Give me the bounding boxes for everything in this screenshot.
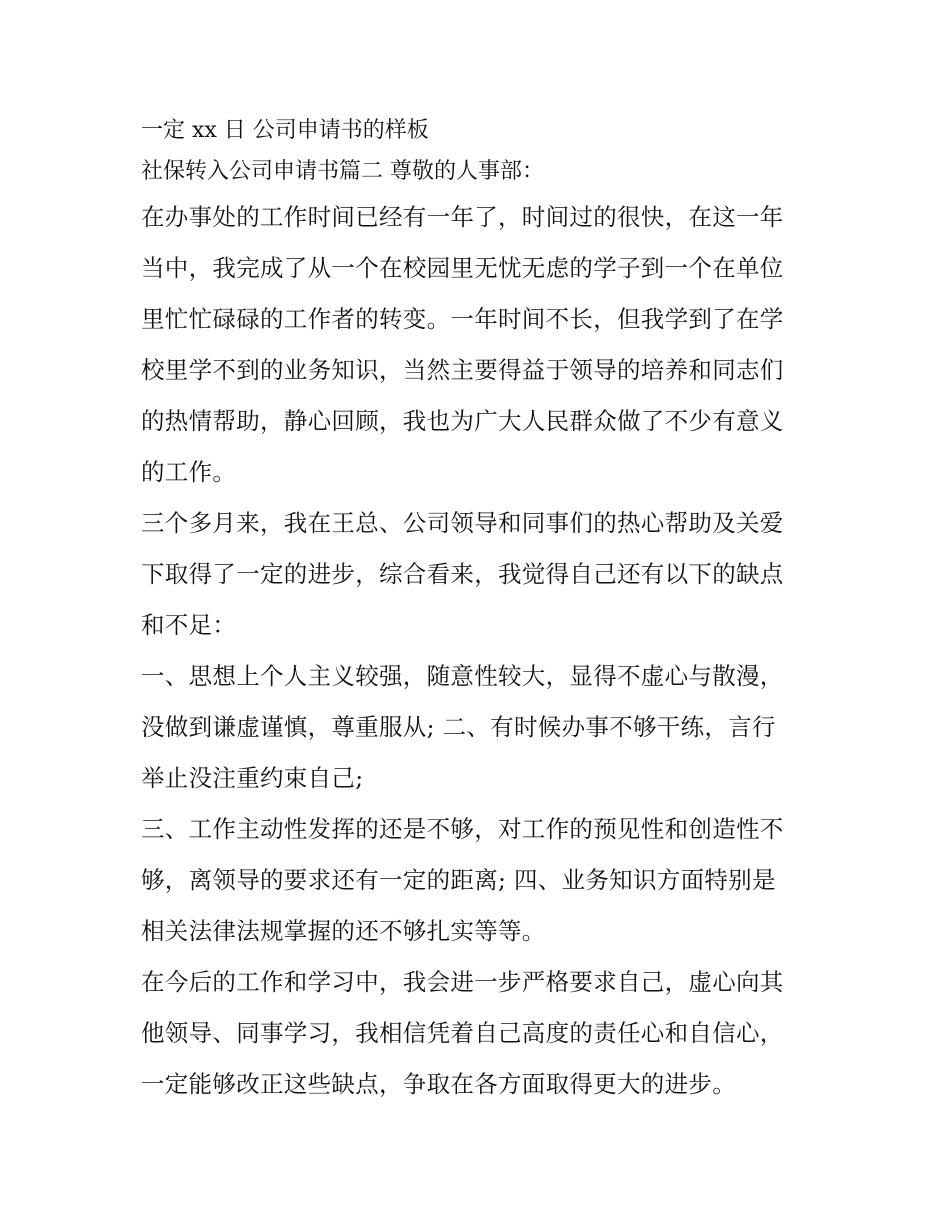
- paragraph-line: 一、思想上个人主义较强，随意性较大，显得不虚心与散漫，: [141, 662, 784, 690]
- paragraph-line: 三、工作主动性发挥的还是不够，对工作的预见性和创造性不: [141, 815, 784, 843]
- salutation-line: 社保转入公司申请书篇二 尊敬的人事部：: [141, 159, 544, 184]
- paragraph-line: 他领导、同事学习，我相信凭着自己高度的责任心和自信心，: [141, 1019, 784, 1047]
- paragraph-line: 举止没注重约束自己;: [141, 764, 364, 792]
- paragraph-line: 没做到谦虚谨慎，尊重服从; 二、有时候办事不够干练，言行: [141, 713, 776, 741]
- paragraph-line: 相关法律法规掌握的还不够扎实等等。: [141, 917, 546, 945]
- paragraph-line: 的工作。: [141, 458, 237, 486]
- paragraph-line: 当中，我完成了从一个在校园里无忧无虑的学子到一个在单位: [141, 254, 784, 282]
- paragraph-line: 下取得了一定的进步，综合看来，我觉得自己还有以下的缺点: [141, 560, 784, 588]
- paragraph-line: 一定能够改正这些缺点，争取在各方面取得更大的进步。: [141, 1070, 736, 1098]
- document-body: [141, 110, 821, 1110]
- paragraph-line: 三个多月来，我在王总、公司领导和同事们的热心帮助及关爱: [141, 509, 784, 537]
- paragraph-line: 够，离领导的要求还有一定的距离; 四、业务知识方面特别是: [141, 866, 776, 894]
- paragraph-line: 和不足：: [141, 611, 237, 639]
- paragraph-line: 的热情帮助，静心回顾，我也为广大人民群众做了不少有意义: [141, 407, 784, 435]
- paragraph-line: 在今后的工作和学习中，我会进一步严格要求自己，虚心向其: [141, 968, 784, 996]
- heading-line: 一定 xx 日 公司申请书的样板: [141, 118, 429, 143]
- paragraph-line: 校里学不到的业务知识，当然主要得益于领导的培养和同志们: [141, 356, 784, 384]
- paragraph-line: 里忙忙碌碌的工作者的转变。一年时间不长，但我学到了在学: [141, 305, 784, 333]
- paragraph-line: 在办事处的工作时间已经有一年了，时间过的很快，在这一年: [141, 203, 784, 231]
